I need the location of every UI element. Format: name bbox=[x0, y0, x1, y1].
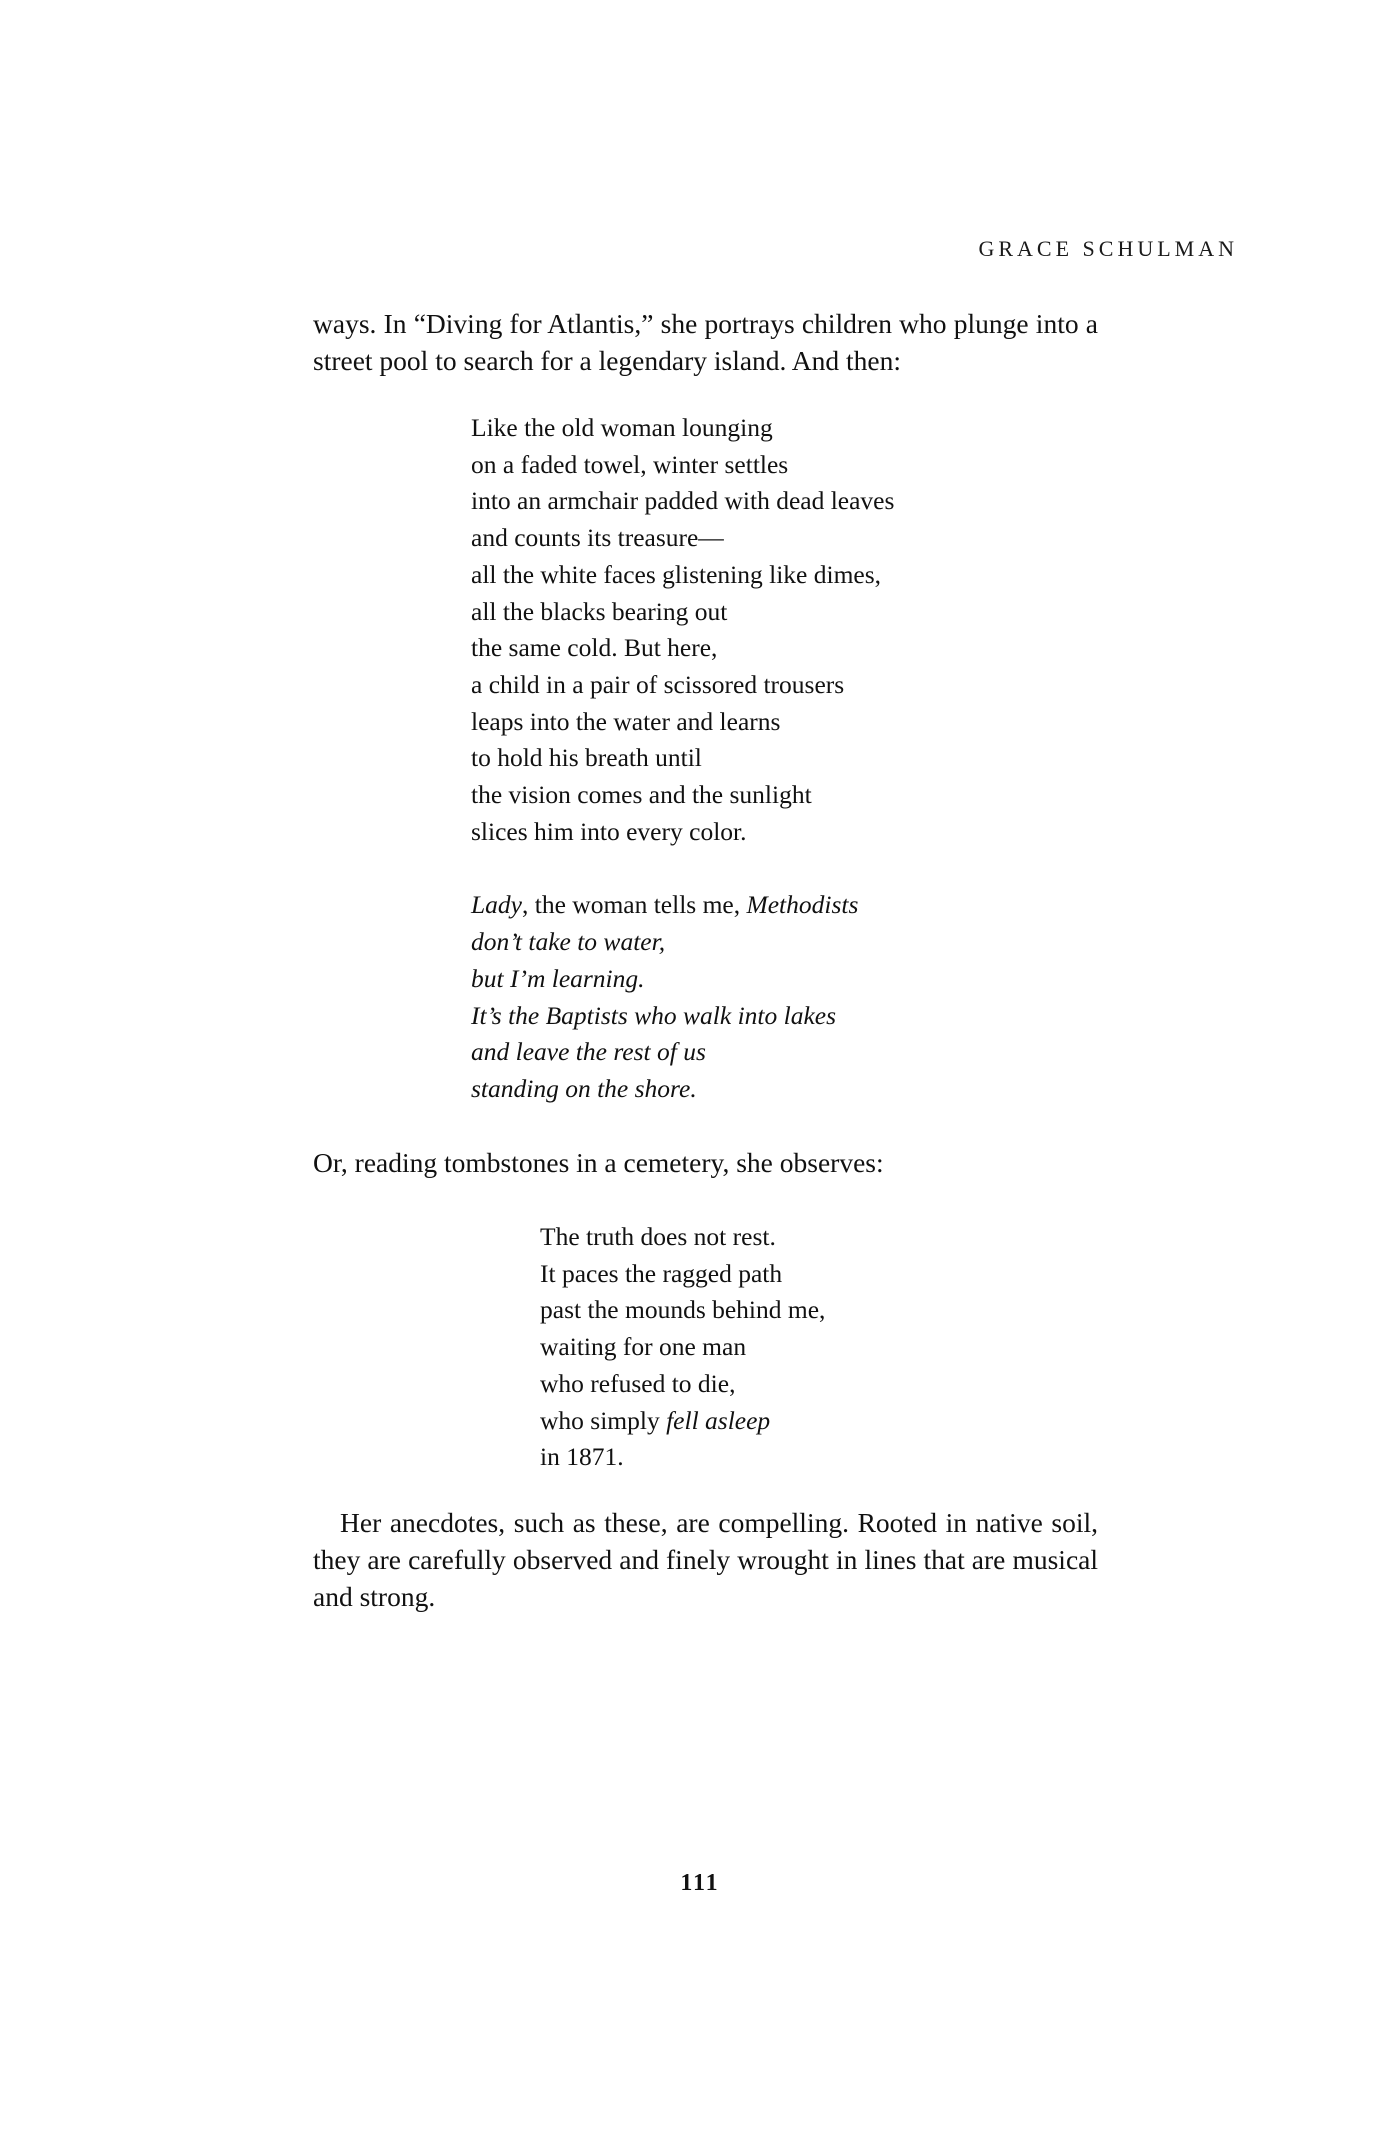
poem-line: on a faded towel, winter settles bbox=[471, 449, 789, 479]
poem1-stanza-1 bbox=[471, 410, 894, 850]
poem-line: into an armchair padded with dead leaves bbox=[471, 486, 895, 516]
intro-paragraph-text: ways. In “Diving for Atlantis,” she portrays children who plunge into a street pool to search for a legendary island. And then: bbox=[313, 308, 1098, 376]
poem1-stanza-2 bbox=[471, 887, 894, 1107]
poem-line: and counts its treasure— bbox=[471, 523, 724, 553]
poem-line: a child in a pair of scissored trousers bbox=[471, 669, 845, 699]
poem-line: who refused to die, bbox=[540, 1368, 736, 1398]
italic-phrase-fell-asleep: fell asleep bbox=[666, 1405, 771, 1435]
poem-line bbox=[471, 887, 894, 924]
closing-paragraph bbox=[313, 1504, 1098, 1615]
bridge-paragraph bbox=[313, 1144, 1098, 1181]
closing-paragraph-text: Her anecdotes, such as these, are compelling. Rooted in native soil, they are carefully observed and finely wrought in lines that are musical and strong. bbox=[313, 1507, 1098, 1612]
poem-line: the vision comes and the sunlight bbox=[471, 780, 812, 810]
poem-diving-for-atlantis bbox=[471, 410, 894, 1108]
poem-line-roman: , the woman tells me, bbox=[522, 890, 747, 920]
poem-line: waiting for one man bbox=[540, 1332, 747, 1362]
poem-line: the same cold. But here, bbox=[471, 633, 718, 663]
poem-line-roman: who simply bbox=[540, 1405, 667, 1435]
intro-paragraph bbox=[313, 305, 1098, 379]
italic-word-methodists: Methodists bbox=[746, 890, 859, 920]
poem-line: slices him into every color. bbox=[471, 816, 747, 846]
poem-line: past the mounds behind me, bbox=[540, 1295, 826, 1325]
poem-line: The truth does not rest. bbox=[540, 1222, 776, 1251]
poem-line: It paces the ragged path bbox=[540, 1258, 783, 1288]
poem-line: Like the old woman lounging bbox=[471, 413, 773, 442]
poem-line bbox=[540, 1403, 825, 1440]
stanza-break bbox=[471, 850, 894, 887]
poem-line: all the blacks bearing out bbox=[471, 596, 728, 626]
poem-line-italic: and leave the rest of us bbox=[471, 1037, 706, 1067]
italic-word-lady: Lady bbox=[471, 890, 522, 920]
poem2-stanza bbox=[540, 1219, 825, 1476]
page-number: 111 bbox=[680, 1870, 720, 1896]
poem-line-italic: but I’m learning. bbox=[471, 963, 645, 993]
poem-tombstones bbox=[540, 1219, 825, 1476]
poem-line-italic: standing on the shore. bbox=[471, 1073, 697, 1103]
running-head-author: GRACE SCHULMAN bbox=[978, 236, 1238, 261]
poem-line: leaps into the water and learns bbox=[471, 706, 781, 736]
bridge-paragraph-text: Or, reading tombstones in a cemetery, she observes: bbox=[313, 1147, 884, 1178]
poem-line-italic: don’t take to water, bbox=[471, 927, 666, 957]
poem-line: in 1871. bbox=[540, 1442, 624, 1472]
poem-line: to hold his breath until bbox=[471, 743, 702, 773]
poem-line-italic: It’s the Baptists who walk into lakes bbox=[471, 1000, 837, 1030]
poem-line: all the white faces glistening like dimes, bbox=[471, 559, 882, 589]
